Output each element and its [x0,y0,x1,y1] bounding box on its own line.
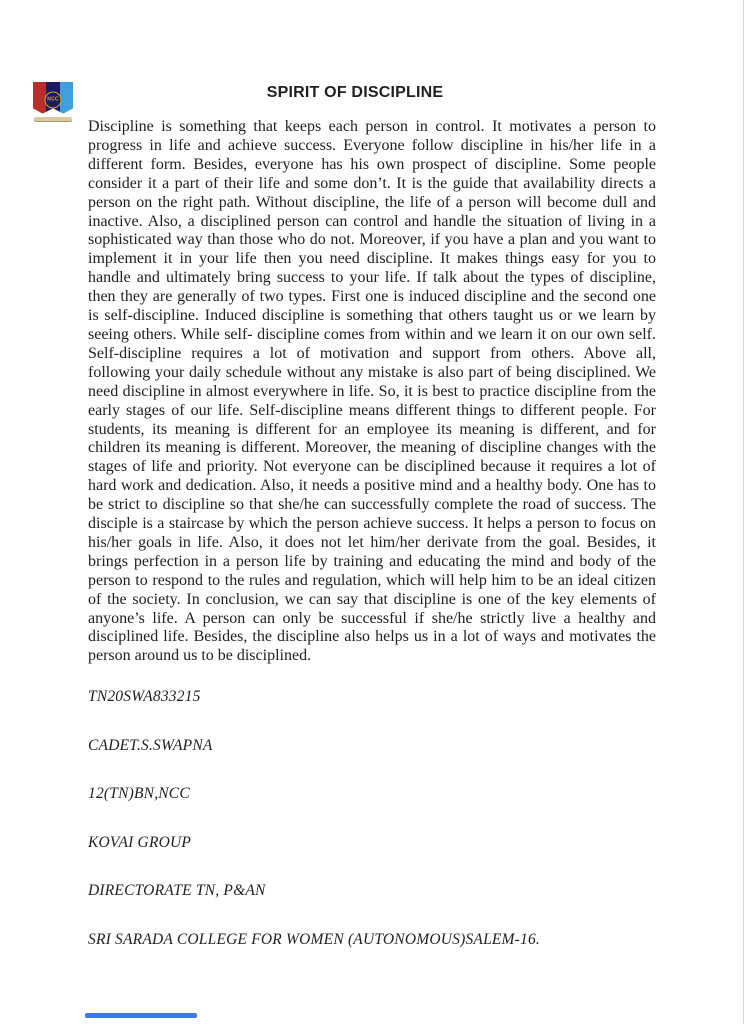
signature-line-group: KOVAI GROUP [88,833,192,851]
signature-line-regimental-number: TN20SWA833215 [88,688,201,706]
essay-body: Discipline is something that keeps each person in control. It motivates a person to progress in life and achieve success. Everyone follow discipline in his/her life in a different form. Besides, everyone has his own prospect of discipline. Some people consider it a part of their life and some don’t. It is the guide that availability directs a person on the right path. Without discipline, the life of a person will become dull and inactive. Also, a disciplined person can control and handle the situation of living in a sophisticated way than those who do not. Moreover, if you have a plan and you want to implement it in your life then you need discipline. It makes things easy for you to handle and ultimately bring success to your life. If talk about the types of discipline, then they are generally of two types. First one is induced discipline and the second one is self-discipline. Induced discipline is something that others taught us or we learn by seeing others. While self- discipline comes from within and we learn it on our own self. Self-discipline requires a lot of motivation and support from others. Above all, following your daily schedule without any mistake is also part of being disciplined. We need discipline in almost everywhere in life. So, it is best to practice discipline from the early stages of our life. Self-discipline means different things to different people. For students, its meaning is different for an employee its meaning is different, and for children its meaning is different. Moreover, the meaning of discipline changes with the stages of life and priority. Not everyone can be disciplined because it requires a lot of hard work and dedication. Also, it needs a positive mind and a healthy body. One has to be strict to discipline so that she/he can successfully complete the road of success. The disciple is a staircase by which the person achieve success. It helps a person to focus on his/her goals in life. Also, it does not let him/her derivate from the goal. Besides, it brings perfection in a person life by training and educating the mind and body of the person to respond to the rules and regulation, which will help him to be an ideal citizen of the society. In conclusion, we can say that discipline is one of the key elements of anyone’s life. A person can only be successful if she/he strictly live a healthy and disciplined life. Besides, the discipline also helps us in a lot of ways and motivates the person around us to be disciplined. [88,118,656,665]
signature-line-college: SRI SARADA COLLEGE FOR WOMEN (AUTONOMOUS)SALEM-16. [88,930,540,948]
ncc-emblem-icon [45,91,62,108]
ncc-emblem-scroll [34,117,72,122]
page-title: SPIRIT OF DISCIPLINE [266,84,444,101]
ncc-logo [33,82,73,124]
signature-line-battalion: 12(TN)BN,NCC [88,785,190,803]
signature-block [88,687,656,949]
signature-line-directorate: DIRECTORATE TN, P&AN [88,882,266,900]
essay-content [88,118,656,978]
ncc-emblem-label: NCC [47,96,59,103]
signature-line-cadet-name: CADET.S.SWAPNA [88,736,213,754]
progress-bar [85,1013,197,1018]
